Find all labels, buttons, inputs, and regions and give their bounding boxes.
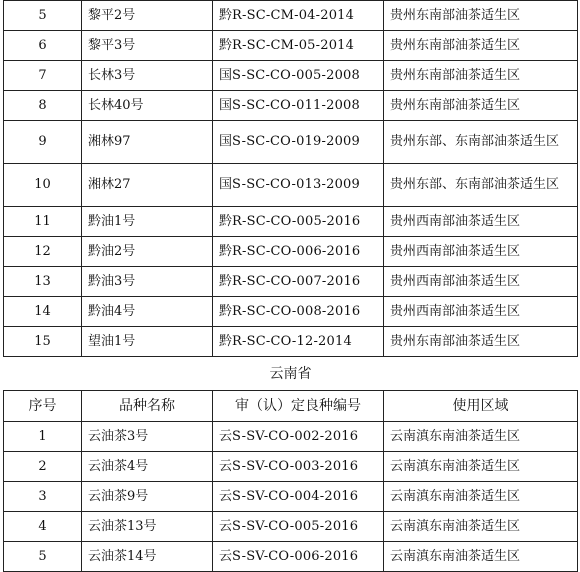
variety-name: 黔油3号 <box>82 267 213 297</box>
code-cell <box>213 327 384 357</box>
code-prefix: 黔 <box>219 7 233 23</box>
table-row <box>4 542 578 572</box>
table-row <box>4 297 578 327</box>
code-number: R-SC-CO-007-2016 <box>232 273 361 289</box>
row-number: 6 <box>4 31 82 61</box>
code-number: S-SV-CO-005-2016 <box>232 518 359 534</box>
code-number: S-SV-CO-006-2016 <box>232 548 359 564</box>
code-number: R-SC-CO-006-2016 <box>232 243 361 259</box>
header-region: 使用区域 <box>384 391 578 422</box>
code-cell <box>213 512 384 542</box>
variety-table-body <box>4 1 578 572</box>
usage-region: 贵州东南部油茶适生区 <box>384 31 578 61</box>
code-prefix: 黔 <box>219 333 233 349</box>
variety-name: 长林3号 <box>82 61 213 91</box>
code-number: S-SV-CO-004-2016 <box>232 488 359 504</box>
code-cell <box>213 237 384 267</box>
code-prefix: 国 <box>219 177 233 192</box>
usage-region: 贵州东南部油茶适生区 <box>384 1 578 31</box>
table-row <box>4 512 578 542</box>
code-number: R-SC-CO-005-2016 <box>232 213 361 229</box>
row-number: 12 <box>4 237 82 267</box>
variety-name: 黔油1号 <box>82 207 213 237</box>
code-number: S-SC-CO-013-2009 <box>232 177 360 192</box>
row-number: 8 <box>4 91 82 121</box>
table-row <box>4 31 578 61</box>
variety-name: 云油茶9号 <box>82 482 213 512</box>
usage-region: 贵州西南部油茶适生区 <box>384 237 578 267</box>
code-number: S-SC-CO-005-2008 <box>232 67 360 83</box>
table-row <box>4 267 578 297</box>
table-row <box>4 327 578 357</box>
row-number: 2 <box>4 452 82 482</box>
usage-region: 贵州东部、东南部油茶适生区 <box>384 121 578 164</box>
usage-region: 贵州东南部油茶适生区 <box>384 91 578 121</box>
variety-name: 黎平2号 <box>82 1 213 31</box>
code-cell <box>213 207 384 237</box>
variety-name: 云油茶3号 <box>82 422 213 452</box>
table-row <box>4 61 578 91</box>
variety-name: 黔油4号 <box>82 297 213 327</box>
code-cell <box>213 297 384 327</box>
code-cell <box>213 267 384 297</box>
code-prefix: 黔 <box>219 37 233 53</box>
code-cell <box>213 61 384 91</box>
header-row <box>4 391 578 422</box>
usage-region: 云南滇东南油茶适生区 <box>384 422 578 452</box>
code-prefix: 黔 <box>219 273 233 289</box>
section-title: 云南省 <box>4 357 578 391</box>
usage-region: 贵州东南部油茶适生区 <box>384 61 578 91</box>
code-cell <box>213 1 384 31</box>
row-number: 13 <box>4 267 82 297</box>
code-prefix: 国 <box>219 134 233 149</box>
row-number: 14 <box>4 297 82 327</box>
row-number: 3 <box>4 482 82 512</box>
row-number: 9 <box>4 121 82 164</box>
code-cell <box>213 422 384 452</box>
usage-region: 贵州西南部油茶适生区 <box>384 207 578 237</box>
variety-name: 湘林97 <box>82 121 213 164</box>
code-number: S-SC-CO-011-2008 <box>232 97 360 113</box>
variety-table <box>3 0 578 572</box>
table-row <box>4 207 578 237</box>
variety-name: 望油1号 <box>82 327 213 357</box>
code-prefix: 云 <box>219 428 233 444</box>
code-number: S-SC-CO-019-2009 <box>232 134 360 149</box>
code-cell <box>213 452 384 482</box>
code-cell <box>213 121 384 164</box>
code-prefix: 国 <box>219 97 233 113</box>
table-row <box>4 482 578 512</box>
header-number: 序号 <box>4 391 82 422</box>
code-number: S-SV-CO-002-2016 <box>232 428 359 444</box>
code-cell <box>213 542 384 572</box>
usage-region: 贵州东南部油茶适生区 <box>384 327 578 357</box>
code-prefix: 云 <box>219 548 233 564</box>
row-number: 7 <box>4 61 82 91</box>
usage-region: 贵州东部、东南部油茶适生区 <box>384 164 578 207</box>
row-number: 5 <box>4 1 82 31</box>
variety-name: 黔油2号 <box>82 237 213 267</box>
variety-name: 湘林27 <box>82 164 213 207</box>
usage-region: 云南滇东南油茶适生区 <box>384 542 578 572</box>
code-prefix: 云 <box>219 488 233 504</box>
header-code: 审（认）定良种编号 <box>213 391 384 422</box>
code-number: R-SC-CO-008-2016 <box>232 303 361 319</box>
usage-region: 贵州西南部油茶适生区 <box>384 297 578 327</box>
code-prefix: 云 <box>219 518 233 534</box>
code-prefix: 国 <box>219 67 233 83</box>
code-number: R-SC-CM-04-2014 <box>232 7 355 23</box>
code-cell <box>213 91 384 121</box>
code-number: R-SC-CM-05-2014 <box>232 37 355 53</box>
table-row <box>4 452 578 482</box>
table-row <box>4 237 578 267</box>
section-row <box>4 357 578 391</box>
header-variety-name: 品种名称 <box>82 391 213 422</box>
variety-name: 云油茶14号 <box>82 542 213 572</box>
code-prefix: 黔 <box>219 213 233 229</box>
variety-name: 云油茶13号 <box>82 512 213 542</box>
table-row <box>4 121 578 164</box>
usage-region: 贵州西南部油茶适生区 <box>384 267 578 297</box>
table-row <box>4 422 578 452</box>
usage-region: 云南滇东南油茶适生区 <box>384 512 578 542</box>
row-number: 4 <box>4 512 82 542</box>
variety-name: 云油茶4号 <box>82 452 213 482</box>
variety-name: 长林40号 <box>82 91 213 121</box>
code-prefix: 黔 <box>219 303 233 319</box>
row-number: 10 <box>4 164 82 207</box>
code-number: S-SV-CO-003-2016 <box>232 458 359 474</box>
table-row <box>4 164 578 207</box>
variety-name: 黎平3号 <box>82 31 213 61</box>
row-number: 15 <box>4 327 82 357</box>
code-prefix: 云 <box>219 458 233 474</box>
usage-region: 云南滇东南油茶适生区 <box>384 452 578 482</box>
row-number: 11 <box>4 207 82 237</box>
row-number: 1 <box>4 422 82 452</box>
code-number: R-SC-CO-12-2014 <box>232 333 352 349</box>
code-cell <box>213 482 384 512</box>
table-row <box>4 1 578 31</box>
code-prefix: 黔 <box>219 243 233 259</box>
table-row <box>4 91 578 121</box>
usage-region: 云南滇东南油茶适生区 <box>384 482 578 512</box>
row-number: 5 <box>4 542 82 572</box>
code-cell <box>213 31 384 61</box>
code-cell <box>213 164 384 207</box>
